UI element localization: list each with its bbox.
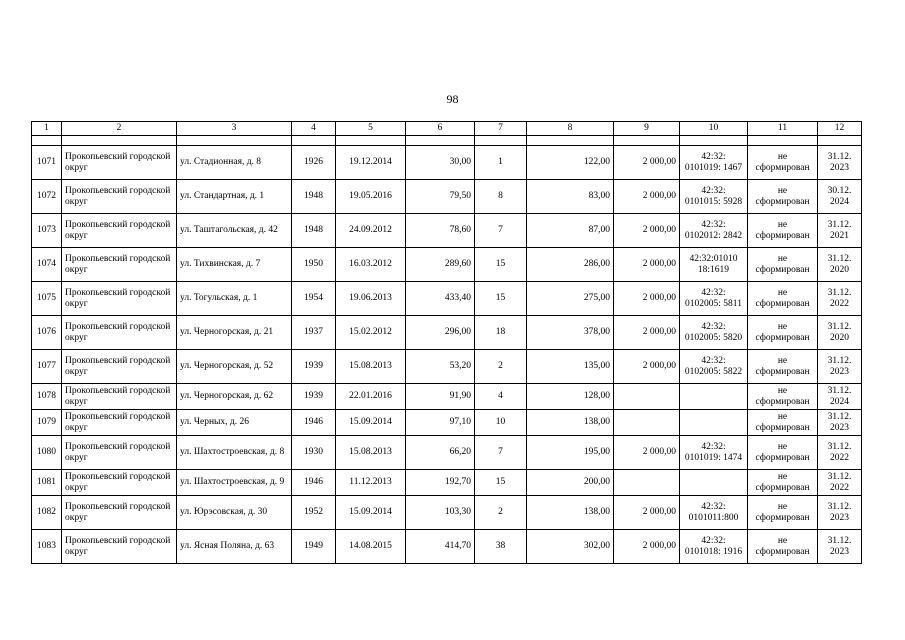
address-cell: ул. Стандартная, д. 1 <box>177 180 292 214</box>
deadline-cell: 31.12. 2023 <box>818 146 862 180</box>
row-number-cell: 1082 <box>32 496 62 530</box>
address-cell: ул. Стадионная, д. 8 <box>177 146 292 180</box>
column-8-cell: 122,00 <box>527 146 614 180</box>
date-cell: 19.05.2016 <box>336 180 406 214</box>
date-cell: 15.08.2013 <box>336 436 406 470</box>
column-7-cell: 15 <box>475 470 527 496</box>
deadline-cell: 31.12. 2021 <box>818 214 862 248</box>
year-cell: 1952 <box>292 496 336 530</box>
column-9-cell <box>614 470 680 496</box>
status-cell: не сформирован <box>748 248 818 282</box>
area-cell: 66,20 <box>406 436 475 470</box>
date-cell: 24.09.2012 <box>336 214 406 248</box>
column-9-cell: 2 000,00 <box>614 146 680 180</box>
column-9-cell: 2 000,00 <box>614 282 680 316</box>
status-cell: не сформирован <box>748 470 818 496</box>
area-cell: 433,40 <box>406 282 475 316</box>
district-cell: Прокопьевский городской округ <box>62 248 177 282</box>
address-cell: ул. Юрэсовская, д. 30 <box>177 496 292 530</box>
year-cell: 1939 <box>292 350 336 384</box>
date-cell: 15.09.2014 <box>336 410 406 436</box>
status-cell: не сформирован <box>748 282 818 316</box>
year-cell: 1939 <box>292 384 336 410</box>
district-cell: Прокопьевский городской округ <box>62 384 177 410</box>
column-header: 10 <box>680 122 748 136</box>
area-cell: 296,00 <box>406 316 475 350</box>
status-cell: не сформирован <box>748 180 818 214</box>
year-cell: 1950 <box>292 248 336 282</box>
column-7-cell: 7 <box>475 214 527 248</box>
column-8-cell: 275,00 <box>527 282 614 316</box>
cadastral-number-cell: 42:32: 0101015: 5928 <box>680 180 748 214</box>
cadastral-number-cell <box>680 470 748 496</box>
row-number-cell: 1081 <box>32 470 62 496</box>
district-cell: Прокопьевский городской округ <box>62 146 177 180</box>
table-row <box>32 384 862 410</box>
column-8-cell: 83,00 <box>527 180 614 214</box>
column-8-cell: 378,00 <box>527 316 614 350</box>
column-8-cell: 138,00 <box>527 410 614 436</box>
date-cell: 15.02.2012 <box>336 316 406 350</box>
table-row <box>32 248 862 282</box>
status-cell: не сформирован <box>748 496 818 530</box>
date-cell: 19.12.2014 <box>336 146 406 180</box>
housing-registry-table <box>31 121 862 564</box>
status-cell: не сформирован <box>748 384 818 410</box>
date-cell: 15.09.2014 <box>336 496 406 530</box>
table-row <box>32 410 862 436</box>
area-cell: 79,50 <box>406 180 475 214</box>
area-cell: 289,60 <box>406 248 475 282</box>
area-cell: 103,30 <box>406 496 475 530</box>
column-header: 2 <box>62 122 177 136</box>
row-number-cell: 1074 <box>32 248 62 282</box>
year-cell: 1954 <box>292 282 336 316</box>
address-cell: ул. Шахтостроевская, д. 8 <box>177 436 292 470</box>
table-row <box>32 214 862 248</box>
status-cell: не сформирован <box>748 530 818 564</box>
column-7-cell: 38 <box>475 530 527 564</box>
cadastral-number-cell: 42:32: 0102005: 5820 <box>680 316 748 350</box>
column-7-cell: 1 <box>475 146 527 180</box>
area-cell: 53,20 <box>406 350 475 384</box>
year-cell: 1946 <box>292 470 336 496</box>
table-row <box>32 436 862 470</box>
column-header: 11 <box>748 122 818 136</box>
table-body <box>32 146 862 564</box>
column-8-cell: 302,00 <box>527 530 614 564</box>
year-cell: 1937 <box>292 316 336 350</box>
column-9-cell: 2 000,00 <box>614 496 680 530</box>
deadline-cell: 31.12. 2023 <box>818 410 862 436</box>
column-9-cell: 2 000,00 <box>614 530 680 564</box>
area-cell: 30,00 <box>406 146 475 180</box>
column-7-cell: 10 <box>475 410 527 436</box>
address-cell: ул. Черногорская, д. 21 <box>177 316 292 350</box>
column-9-cell: 2 000,00 <box>614 350 680 384</box>
deadline-cell: 30.12. 2024 <box>818 180 862 214</box>
year-cell: 1930 <box>292 436 336 470</box>
column-header: 5 <box>336 122 406 136</box>
date-cell: 16.03.2012 <box>336 248 406 282</box>
row-number-cell: 1078 <box>32 384 62 410</box>
column-7-cell: 2 <box>475 496 527 530</box>
cadastral-number-cell <box>680 410 748 436</box>
table-row <box>32 470 862 496</box>
column-7-cell: 8 <box>475 180 527 214</box>
address-cell: ул. Ясная Поляна, д. 63 <box>177 530 292 564</box>
table-row <box>32 180 862 214</box>
column-9-cell: 2 000,00 <box>614 316 680 350</box>
date-cell: 15.08.2013 <box>336 350 406 384</box>
district-cell: Прокопьевский городской округ <box>62 410 177 436</box>
status-cell: не сформирован <box>748 350 818 384</box>
deadline-cell: 31.12. 2022 <box>818 436 862 470</box>
address-cell: ул. Черных, д. 26 <box>177 410 292 436</box>
column-header: 4 <box>292 122 336 136</box>
district-cell: Прокопьевский городской округ <box>62 214 177 248</box>
deadline-cell: 31.12. 2023 <box>818 350 862 384</box>
area-cell: 91,90 <box>406 384 475 410</box>
column-8-cell: 286,00 <box>527 248 614 282</box>
status-cell: не сформирован <box>748 316 818 350</box>
year-cell: 1926 <box>292 146 336 180</box>
column-8-cell: 135,00 <box>527 350 614 384</box>
column-9-cell: 2 000,00 <box>614 436 680 470</box>
deadline-cell: 31.12. 2020 <box>818 316 862 350</box>
row-number-cell: 1073 <box>32 214 62 248</box>
column-header: 9 <box>614 122 680 136</box>
district-cell: Прокопьевский городской округ <box>62 316 177 350</box>
column-8-cell: 87,00 <box>527 214 614 248</box>
deadline-cell: 31.12. 2020 <box>818 248 862 282</box>
date-cell: 22.01.2016 <box>336 384 406 410</box>
address-cell: ул. Тихвинская, д. 7 <box>177 248 292 282</box>
deadline-cell: 31.12. 2023 <box>818 496 862 530</box>
row-number-cell: 1079 <box>32 410 62 436</box>
table-row <box>32 282 862 316</box>
column-header: 12 <box>818 122 862 136</box>
column-7-cell: 7 <box>475 436 527 470</box>
row-number-cell: 1083 <box>32 530 62 564</box>
table-row <box>32 496 862 530</box>
table-row <box>32 316 862 350</box>
district-cell: Прокопьевский городской округ <box>62 180 177 214</box>
address-cell: ул. Таштагольская, д. 42 <box>177 214 292 248</box>
year-cell: 1946 <box>292 410 336 436</box>
row-number-cell: 1071 <box>32 146 62 180</box>
column-7-cell: 2 <box>475 350 527 384</box>
district-cell: Прокопьевский городской округ <box>62 496 177 530</box>
deadline-cell: 31.12. 2022 <box>818 282 862 316</box>
area-cell: 78,60 <box>406 214 475 248</box>
status-cell: не сформирован <box>748 410 818 436</box>
cadastral-number-cell: 42:32: 0101018: 1916 <box>680 530 748 564</box>
column-number-row <box>32 122 862 136</box>
area-cell: 192,70 <box>406 470 475 496</box>
column-8-cell: 200,00 <box>527 470 614 496</box>
column-8-cell: 138,00 <box>527 496 614 530</box>
table-row <box>32 350 862 384</box>
column-7-cell: 18 <box>475 316 527 350</box>
table-row <box>32 146 862 180</box>
district-cell: Прокопьевский городской округ <box>62 530 177 564</box>
column-7-cell: 15 <box>475 248 527 282</box>
column-9-cell <box>614 384 680 410</box>
column-header: 6 <box>406 122 475 136</box>
column-header: 8 <box>527 122 614 136</box>
area-cell: 414,70 <box>406 530 475 564</box>
date-cell: 14.08.2015 <box>336 530 406 564</box>
column-header: 7 <box>475 122 527 136</box>
cadastral-number-cell: 42:32: 0101011:800 <box>680 496 748 530</box>
area-cell: 97,10 <box>406 410 475 436</box>
column-header: 1 <box>32 122 62 136</box>
column-8-cell: 128,00 <box>527 384 614 410</box>
address-cell: ул. Черногорская, д. 62 <box>177 384 292 410</box>
column-9-cell: 2 000,00 <box>614 214 680 248</box>
column-7-cell: 4 <box>475 384 527 410</box>
cadastral-number-cell: 42:32: 0101019: 1474 <box>680 436 748 470</box>
cadastral-number-cell: 42:32: 0102012: 2842 <box>680 214 748 248</box>
column-9-cell: 2 000,00 <box>614 180 680 214</box>
column-9-cell: 2 000,00 <box>614 248 680 282</box>
deadline-cell: 31.12. 2023 <box>818 530 862 564</box>
deadline-cell: 31.12. 2024 <box>818 384 862 410</box>
district-cell: Прокопьевский городской округ <box>62 350 177 384</box>
cadastral-number-cell: 42:32: 0102005: 5811 <box>680 282 748 316</box>
address-cell: ул. Тогульская, д. 1 <box>177 282 292 316</box>
cadastral-number-cell: 42:32: 0101019: 1467 <box>680 146 748 180</box>
cadastral-number-cell <box>680 384 748 410</box>
row-number-cell: 1075 <box>32 282 62 316</box>
cadastral-number-cell: 42:32:01010 18:1619 <box>680 248 748 282</box>
year-cell: 1948 <box>292 214 336 248</box>
status-cell: не сформирован <box>748 214 818 248</box>
row-number-cell: 1080 <box>32 436 62 470</box>
row-number-cell: 1072 <box>32 180 62 214</box>
district-cell: Прокопьевский городской округ <box>62 282 177 316</box>
page-number: 98 <box>446 92 459 106</box>
status-cell: не сформирован <box>748 436 818 470</box>
column-8-cell: 195,00 <box>527 436 614 470</box>
district-cell: Прокопьевский городской округ <box>62 436 177 470</box>
header-gap-row <box>32 136 862 146</box>
column-header: 3 <box>177 122 292 136</box>
deadline-cell: 31.12. 2022 <box>818 470 862 496</box>
status-cell: не сформирован <box>748 146 818 180</box>
row-number-cell: 1076 <box>32 316 62 350</box>
address-cell: ул. Черногорская, д. 52 <box>177 350 292 384</box>
date-cell: 19.06.2013 <box>336 282 406 316</box>
year-cell: 1948 <box>292 180 336 214</box>
column-7-cell: 15 <box>475 282 527 316</box>
address-cell: ул. Шахтостроевская, д. 9 <box>177 470 292 496</box>
column-9-cell <box>614 410 680 436</box>
row-number-cell: 1077 <box>32 350 62 384</box>
year-cell: 1949 <box>292 530 336 564</box>
table-row <box>32 530 862 564</box>
cadastral-number-cell: 42:32: 0102005: 5822 <box>680 350 748 384</box>
date-cell: 11.12.2013 <box>336 470 406 496</box>
district-cell: Прокопьевский городской округ <box>62 470 177 496</box>
